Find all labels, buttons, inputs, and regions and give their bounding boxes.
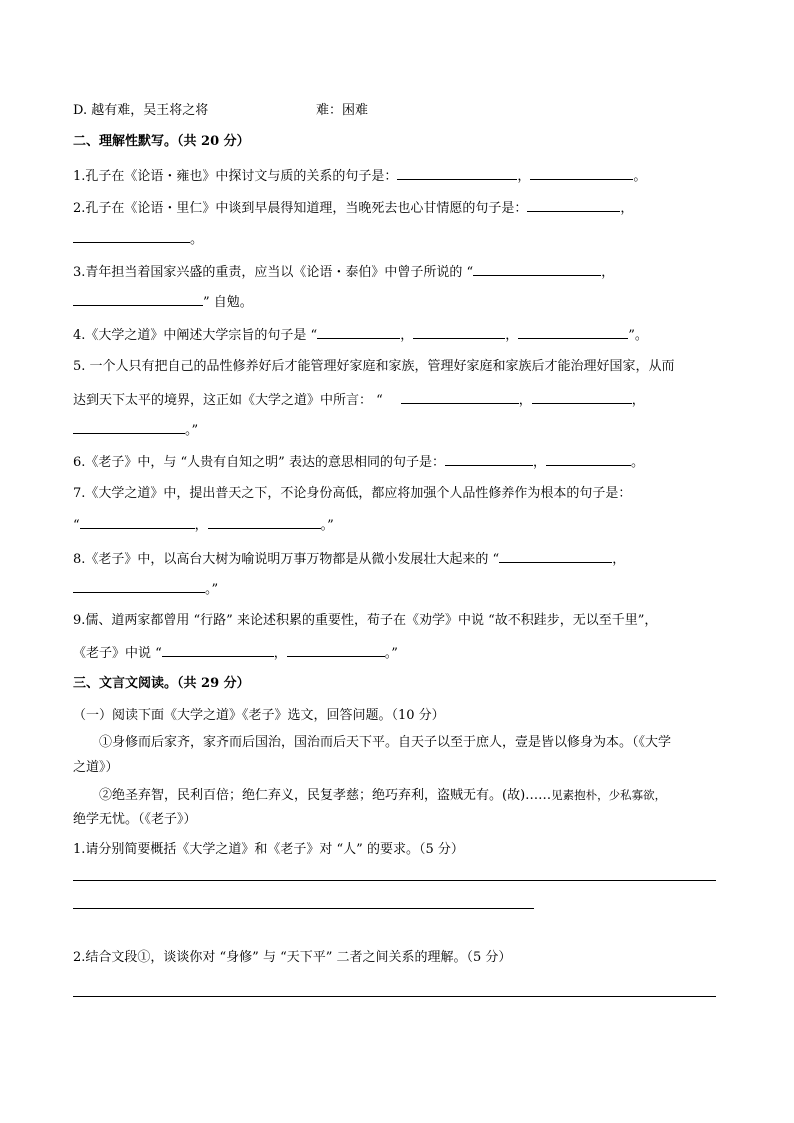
question-1-text: 1.孔子在《论语・雍也》中探讨文与质的关系的句子是： — [73, 169, 398, 184]
separator: ， — [620, 201, 634, 216]
separator: ， — [517, 169, 531, 184]
terminator: ”。 — [628, 328, 648, 343]
question-5 — [73, 358, 675, 376]
passage-2-text: ②绝圣弃智，民利百倍；绝仁弃义，民复孝慈；绝巧弃利，盗贼无有。(故)…… — [99, 788, 552, 803]
answer-blank[interactable] — [401, 390, 519, 404]
question-5-line-3 — [73, 420, 198, 440]
separator: ， — [518, 393, 532, 408]
option-d-explanation: 难：困难 — [316, 103, 369, 118]
separator: ， — [532, 455, 546, 470]
question-9-cont — [73, 643, 398, 663]
question-5-line-2 — [73, 390, 645, 410]
answer-line[interactable] — [73, 880, 716, 881]
terminator: 。 — [630, 455, 644, 470]
question-8-cont — [73, 579, 218, 599]
reading-question-2: 2.结合文段①，谈谈你对 “身修” 与 “天下平” 二者之间关系的理解。（5 分） — [73, 950, 512, 965]
answer-blank[interactable] — [473, 262, 601, 276]
question-8 — [73, 549, 625, 569]
open-quote: “ — [73, 518, 80, 533]
option-d-line — [73, 102, 369, 120]
passage-2-cont: 绝学无忧。（《老子》） — [73, 812, 197, 827]
answer-blank[interactable] — [530, 166, 633, 180]
separator: ， — [505, 328, 519, 343]
answer-blank[interactable] — [208, 515, 321, 529]
answer-blank[interactable] — [397, 166, 517, 180]
question-9-text-2: 《老子》中说 “ — [73, 646, 162, 661]
passage-1-cont: 之道》） — [73, 760, 119, 775]
answer-blank[interactable] — [73, 292, 203, 306]
question-9-text: 9.儒、道两家都曾用 “行路” 来论述积累的重要性，荀子在《劝学》中说 “故不积跬步，无以至千里”， — [73, 613, 658, 628]
question-9 — [73, 612, 657, 630]
question-2-text: 2.孔子在《论语・里仁》中谈到早晨得知道理，当晚死去也心甘情愿的句子是： — [73, 201, 528, 216]
answer-blank[interactable] — [73, 229, 190, 243]
separator: ， — [194, 518, 208, 533]
passage-1: ①身修而后家齐，家齐而后国治，国治而后天下平。自天子以至于庶人，壹是皆以修身为本。（《大学 — [99, 735, 672, 750]
part-1-intro: （一）阅读下面《大学之道》《老子》选文，回答问题。（10 分） — [73, 708, 445, 723]
answer-blank[interactable] — [317, 325, 400, 339]
answer-blank[interactable] — [73, 579, 205, 593]
answer-blank[interactable] — [445, 452, 533, 466]
terminator: 。” — [384, 646, 398, 661]
question-4-text: 4.《大学之道》中阐述大学宗旨的句子是 “ — [73, 328, 318, 343]
terminator: 。 — [633, 169, 647, 184]
answer-blank[interactable] — [546, 452, 631, 466]
option-d-text: D. 越有难，吴王将之将 — [73, 103, 209, 118]
separator: ， — [601, 265, 615, 280]
terminator: 。” — [185, 423, 199, 438]
terminator: 。” — [205, 582, 219, 597]
answer-blank[interactable] — [73, 420, 185, 434]
question-2-cont — [73, 229, 203, 249]
section-3-title: 三、文言文阅读。（共 29 分） — [73, 676, 250, 691]
question-2 — [73, 198, 633, 218]
answer-blank[interactable] — [518, 325, 628, 339]
separator: ， — [612, 552, 626, 567]
question-7-text: 7.《大学之道》中，提出普天之下，不论身份高低，都应将加强个人品性修养作为根本的句子是： — [73, 486, 632, 501]
question-8-text: 8.《老子》中，以高台大树为喻说明万事万物都是从微小发展壮大起来的 “ — [73, 552, 500, 567]
answer-blank[interactable] — [532, 390, 632, 404]
question-5-text: 5. 一个人只有把自己的品性修养好后才能管理好家庭和家族，管理好家庭和家族后才能治理好国家，从而 — [73, 359, 675, 374]
separator: ， — [631, 393, 645, 408]
terminator: 。” — [320, 518, 334, 533]
question-6 — [73, 452, 644, 472]
reading-question-1: 1.请分别简要概括《大学之道》和《老子》对 “人” 的要求。（5 分） — [73, 842, 464, 857]
separator: ， — [273, 646, 287, 661]
question-3-cont — [73, 292, 253, 312]
question-3-text: 3.青年担当着国家兴盛的重责，应当以《论语・泰伯》中曾子所说的 “ — [73, 265, 474, 280]
terminator: ” 自勉。 — [203, 295, 253, 310]
passage-2-text-small: 见素抱朴，少私寡欲， — [551, 788, 667, 802]
answer-blank[interactable] — [80, 515, 195, 529]
answer-blank[interactable] — [162, 643, 274, 657]
question-6-text: 6.《老子》中，与 “人贵有自知之明” 表达的意思相同的句子是： — [73, 455, 445, 470]
passage-2 — [99, 786, 666, 805]
question-4 — [73, 325, 648, 345]
answer-line[interactable] — [73, 996, 716, 997]
question-7 — [73, 485, 631, 503]
answer-blank[interactable] — [287, 643, 385, 657]
separator: ， — [400, 328, 414, 343]
answer-line[interactable] — [73, 908, 534, 909]
question-3 — [73, 262, 614, 282]
question-5-text-2: 达到天下太平的境界，这正如《大学之道》中所言： “ — [73, 393, 383, 408]
question-1 — [73, 166, 646, 186]
terminator: 。 — [190, 232, 204, 247]
answer-blank[interactable] — [527, 198, 620, 212]
answer-blank[interactable] — [413, 325, 505, 339]
answer-blank[interactable] — [499, 549, 612, 563]
section-2-title: 二、理解性默写。（共 20 分） — [73, 134, 250, 149]
question-7-cont — [73, 515, 334, 535]
